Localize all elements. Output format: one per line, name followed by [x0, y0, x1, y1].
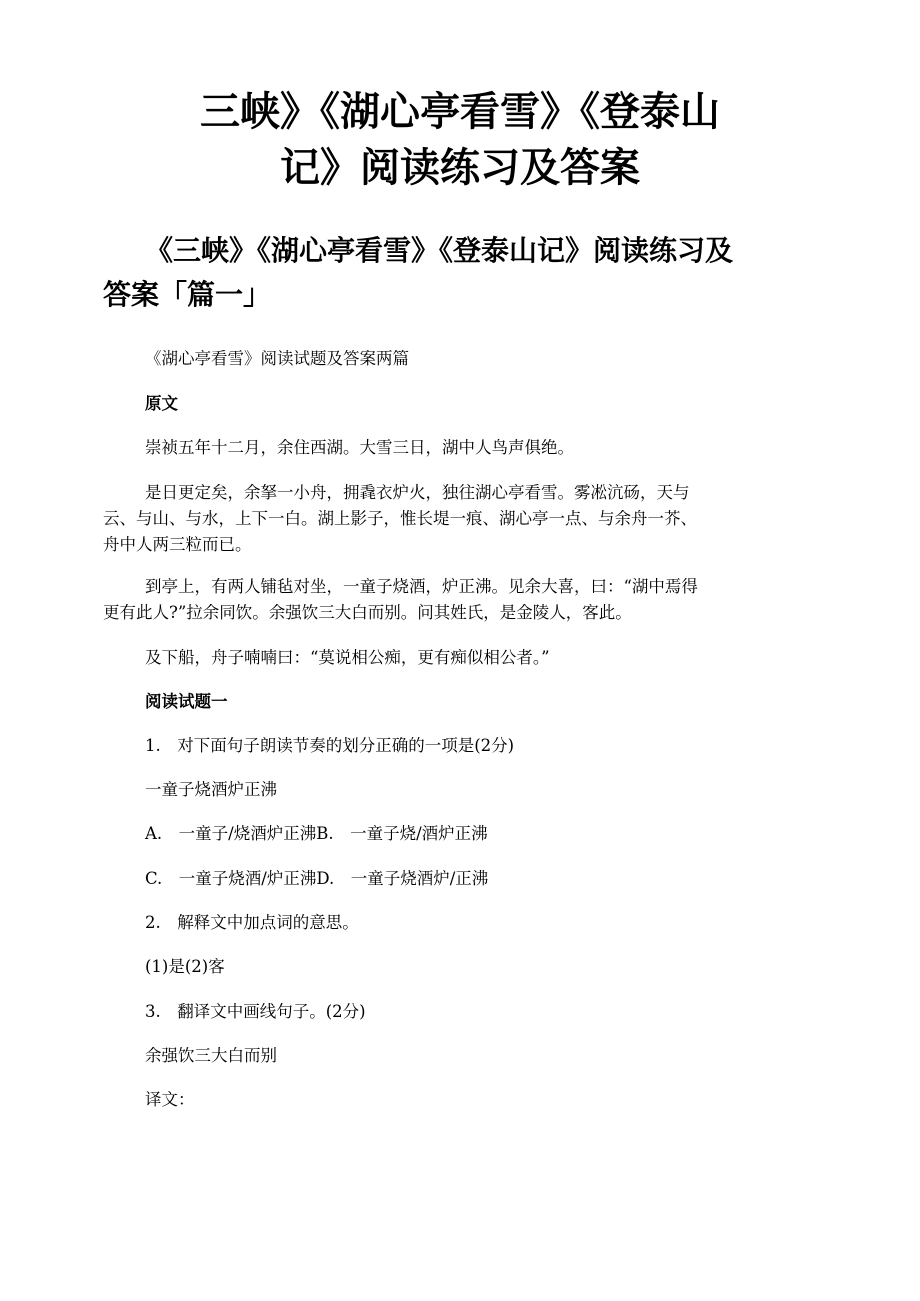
- question-3-answer-label: 译文：: [145, 1090, 195, 1109]
- section-title-line-1: 《三峡》《湖心亭看雪》《登泰山记》阅读练习及: [145, 234, 734, 267]
- document-title-line-2: 记》阅读练习及答案: [280, 145, 640, 191]
- question-1-sentence: 一童子烧酒炉正沸: [145, 780, 277, 799]
- question-1-options-ab: A. 一童子/烧酒炉正沸B. 一童子烧/酒炉正沸: [145, 824, 488, 843]
- paragraph-3-line-2: 更有此人?”拉余同饮。余强饮三大白而别。问其姓氏，是金陵人，客此。: [103, 603, 632, 622]
- paragraph-2-line-1: 是日更定矣，余拏一小舟，拥毳衣炉火，独往湖心亭看雪。雾凇沆砀，天与: [145, 483, 690, 502]
- paragraph-2-line-3: 舟中人两三粒而已。: [103, 535, 252, 554]
- question-3: 3. 翻译文中画线句子。(2分): [145, 1002, 366, 1021]
- question-1: 1. 对下面句子朗读节奏的划分正确的一项是(2分): [145, 736, 515, 755]
- document-title-line-1: 三峡》《湖心亭看雪》《登泰山: [200, 89, 720, 135]
- question-1-options-cd: C. 一童子烧酒/炉正沸D. 一童子烧酒炉/正沸: [145, 869, 489, 888]
- question-2: 2. 解释文中加点词的意思。: [145, 913, 359, 932]
- original-text-heading: 原文: [145, 394, 178, 413]
- section-title-line-2: 答案「篇一」: [103, 278, 272, 311]
- question-2-items: (1)是(2)客: [145, 957, 225, 976]
- question-3-sentence: 余强饮三大白而别: [145, 1046, 277, 1065]
- paragraph-4: 及下船，舟子喃喃曰：“莫说相公痴，更有痴似相公者。”: [145, 648, 550, 667]
- intro-text: 《湖心亭看雪》阅读试题及答案两篇: [145, 349, 409, 368]
- paragraph-2-line-2: 云、与山、与水，上下一白。湖上影子，惟长堤一痕、湖心亭一点、与余舟一芥、: [103, 509, 697, 528]
- exercise-heading: 阅读试题一: [145, 692, 228, 711]
- paragraph-1: 崇祯五年十二月，余住西湖。大雪三日，湖中人鸟声俱绝。: [145, 438, 574, 457]
- paragraph-3-line-1: 到亭上，有两人铺毡对坐，一童子烧酒，炉正沸。见余大喜，曰：“湖中焉得: [145, 577, 698, 596]
